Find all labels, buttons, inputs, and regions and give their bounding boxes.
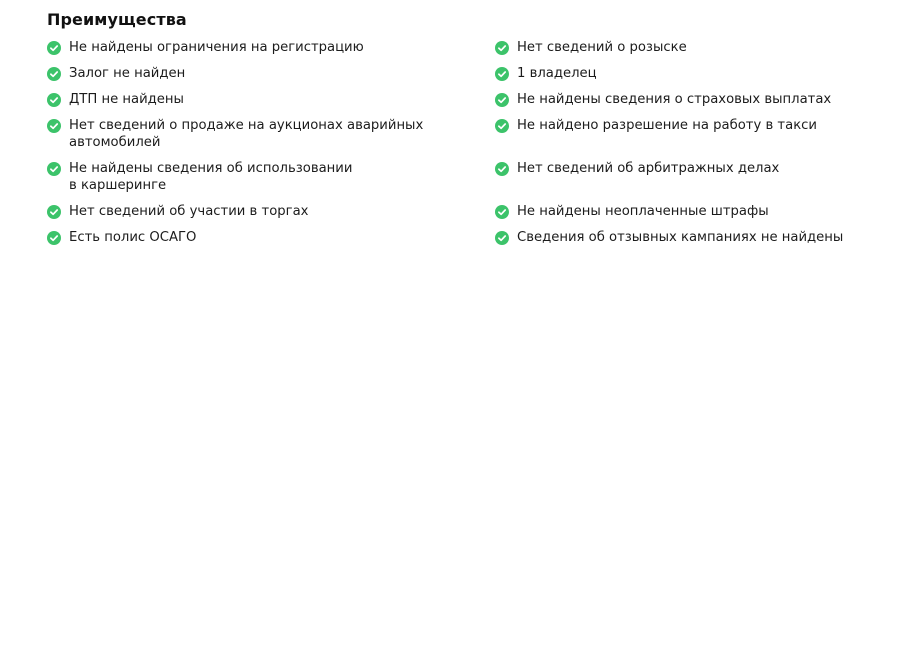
check-circle-icon: [47, 93, 61, 107]
check-circle-icon: [495, 93, 509, 107]
check-circle-icon: [495, 41, 509, 55]
check-circle-icon: [495, 119, 509, 133]
advantage-item: [47, 39, 495, 65]
check-circle-icon: [47, 41, 61, 55]
advantage-label: Нет сведений о розыске: [517, 40, 687, 55]
check-circle-icon: [47, 231, 61, 245]
check-circle-icon: [47, 205, 61, 219]
section-title: Преимущества: [47, 10, 187, 29]
check-circle-icon: [495, 162, 509, 176]
advantage-label: Нет сведений об арбитражных делах: [517, 161, 780, 176]
check-circle-icon: [47, 67, 61, 81]
advantage-item: [495, 39, 895, 65]
advantage-label: Есть полис ОСАГО: [69, 230, 197, 245]
advantage-item: [495, 117, 895, 160]
advantage-label: Не найдены ограничения на регистрацию: [69, 40, 364, 55]
advantage-label: 1 владелец: [517, 66, 597, 81]
advantage-item: [495, 160, 895, 203]
check-circle-icon: [47, 119, 61, 133]
advantage-item: [47, 65, 495, 91]
check-circle-icon: [47, 162, 61, 176]
check-circle-icon: [495, 231, 509, 245]
advantage-label: ДТП не найдены: [69, 92, 184, 107]
advantage-item: [47, 117, 495, 160]
advantage-item: [495, 203, 895, 229]
advantage-label: Не найдены сведения о страховых выплатах: [517, 92, 832, 107]
advantage-item: [47, 91, 495, 117]
advantage-item: [495, 65, 895, 91]
advantage-item: [47, 229, 495, 255]
advantage-item: [495, 91, 895, 117]
check-circle-icon: [495, 67, 509, 81]
advantages-list: [47, 39, 892, 255]
check-circle-icon: [495, 205, 509, 219]
advantage-label: Залог не найден: [69, 66, 186, 81]
advantage-item: [47, 160, 495, 203]
advantages-section: [47, 10, 892, 255]
advantage-label: Не найдены неоплаченные штрафы: [517, 204, 769, 219]
advantage-item: [47, 203, 495, 229]
advantage-label: Не найдено разрешение на работу в такси: [517, 118, 817, 133]
advantage-label: Нет сведений о продаже на аукционах аварийных автомобилей: [69, 118, 424, 150]
advantage-label: Нет сведений об участии в торгах: [69, 204, 309, 219]
advantage-label: Сведения об отзывных кампаниях не найдены: [517, 230, 844, 245]
advantage-label: Не найдены сведения об использовании в каршеринге: [69, 161, 353, 193]
advantage-item: [495, 229, 895, 255]
